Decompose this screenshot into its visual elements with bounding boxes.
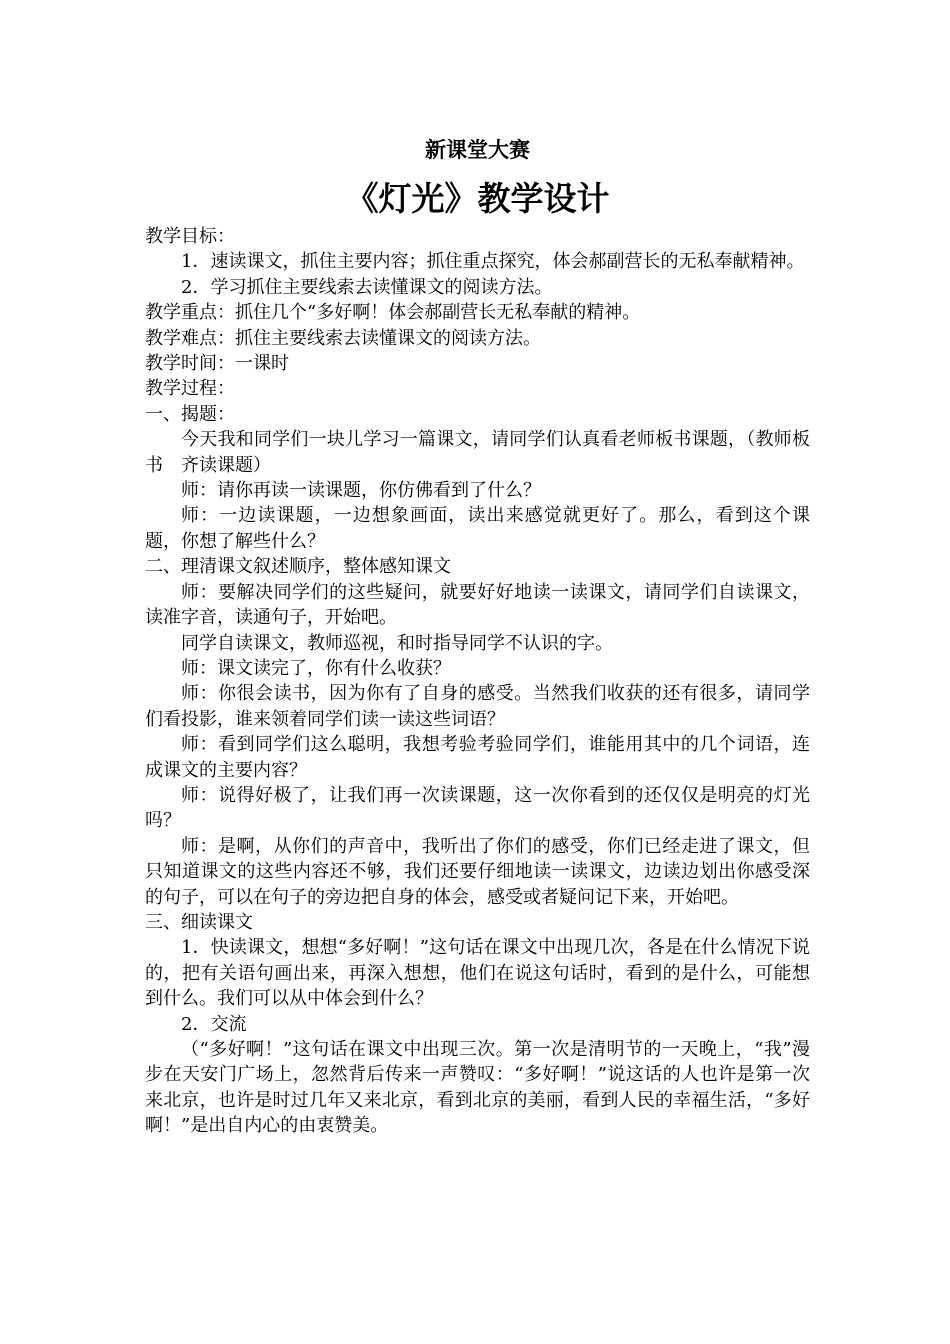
paragraph: 1．速读课文，抓住主要内容；抓住重点探究，体会郝副营长的无私奉献精神。 [181, 251, 805, 273]
paragraph: 教学难点：抓住主要线索去读懂课文的阅读方法。 [145, 327, 541, 349]
paragraph: 师：是啊，从你们的声音中，我听出了你们的感受，你们已经走进了课文，但只知道课文的这些内容还不够，我们还要仔细地读一读课文，边读边划出你感受深的句子，可以在句子的旁边把自身的体会，感受或者疑问记下来，开始吧。 [145, 835, 810, 908]
paragraph: 教学目标： [145, 226, 235, 247]
paragraph: 二、理清课文叙述顺序，整体感知课文 [145, 556, 451, 578]
paragraph: 三、细读课文 [145, 911, 253, 933]
paragraph: 师：说得好极了，让我们再一次读课题，这一次你看到的还仅仅是明亮的灯光吗？ [145, 784, 810, 832]
document-title: 《灯光》教学设计 [345, 179, 610, 218]
paragraph: 师：看到同学们这么聪明，我想考验考验同学们，谁能用其中的几个词语，连成课文的主要内容？ [145, 734, 810, 781]
paragraph: 师：要解决同学们的这些疑问，就要好好地读一读课文，请同学们自读课文，读准字音，读通句子，开始吧。 [145, 581, 810, 629]
paragraph: 一、揭题： [145, 403, 235, 425]
document-body [145, 224, 810, 1139]
paragraph: 师：请你再读一读课题，你仿佛看到了什么？ [181, 480, 541, 502]
paragraph: 教学重点：抓住几个“多好啊！体会郝副营长无私奉献的精神。 [145, 302, 641, 324]
paragraph: 师：一边读课题，一边想象画面，读出来感觉就更好了。那么，看到这个课题，你想了解些什么？ [145, 505, 810, 552]
paragraph: 同学自读课文，教师巡视，和时指导同学不认识的字。 [181, 632, 613, 654]
paragraph: 今天我和同学们一块儿学习一篇课文，请同学们认真看老师板书课题，（教师板书 齐读课题） [145, 429, 810, 476]
paragraph: 1．快读课文，想想“多好啊！”这句话在课文中出现几次，各是在什么情况下说的，把有关语句画出来，再深入想想，他们在说这句话时，看到的是什么，可能想到什么。我们可以从中体会到什么？ [145, 937, 810, 1010]
paragraph: （“多好啊！”这句话在课文中出现三次。第一次是清明节的一天晚上，“我”漫步在天安门广场上，忽然背后传来一声赞叹：“多好啊！”说这话的人也许是第一次来北京，也许是时过几年又来北京，看到北京的美丽，看到人民的幸福生活，“多好啊！”是出自内心的由衷赞美。 [145, 1039, 810, 1137]
paragraph: 师：你很会读书，因为你有了自身的感受。当然我们收获的还有很多，请同学们看投影，谁来领着同学们读一读这些词语？ [145, 683, 810, 730]
paragraph: 2．学习抓住主要线索去读懂课文的阅读方法。 [181, 276, 553, 298]
paragraph: 教学时间：一课时 [145, 353, 289, 375]
document-subtitle: 新课堂大赛 [425, 137, 530, 162]
paragraph: 2．交流 [181, 1013, 247, 1035]
paragraph: 教学过程： [145, 378, 235, 400]
paragraph: 师：课文读完了，你有什么收获？ [181, 657, 451, 679]
